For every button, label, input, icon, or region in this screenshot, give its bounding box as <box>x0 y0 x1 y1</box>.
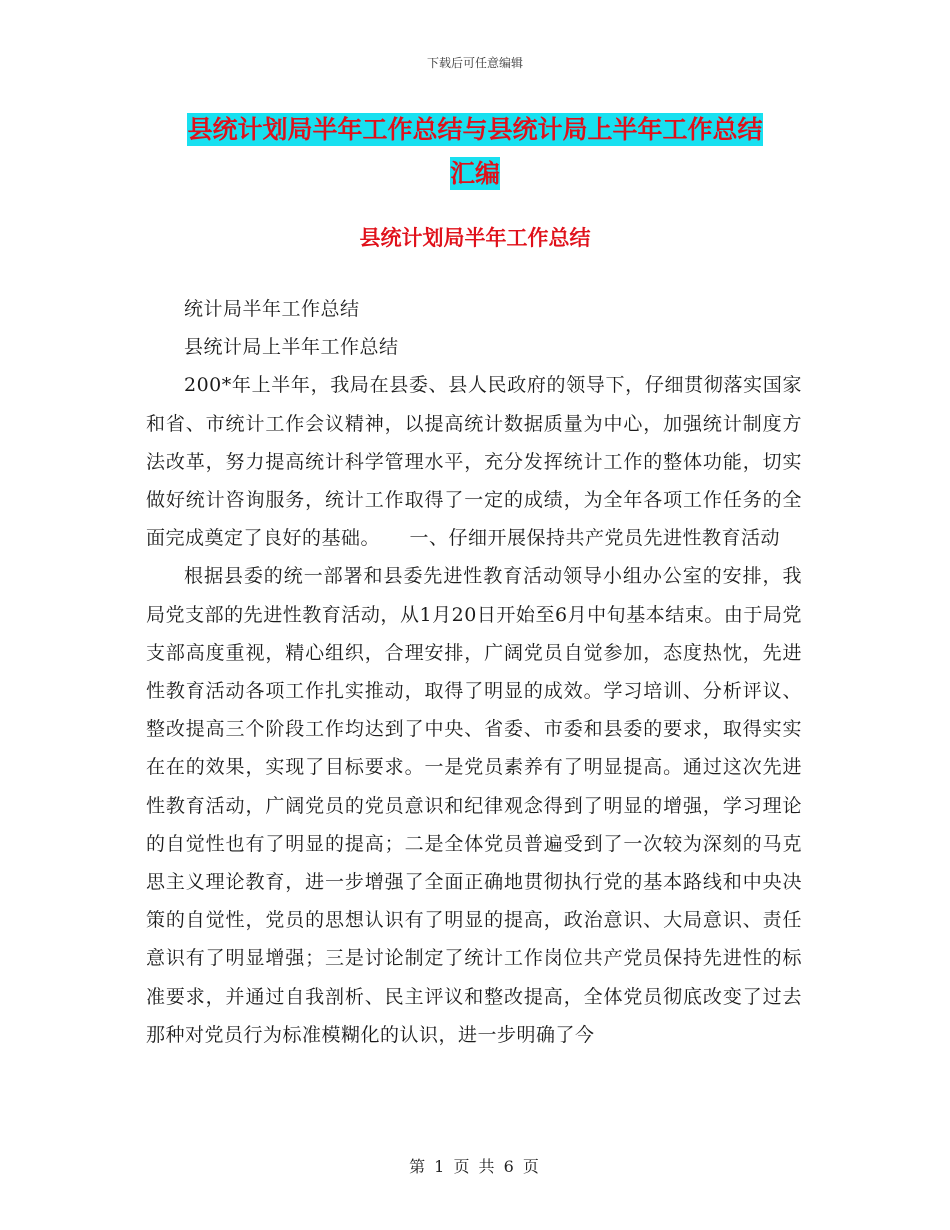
paragraph: 统计局半年工作总结 <box>184 298 360 320</box>
document-title <box>140 108 810 196</box>
paragraph: 200*年上半年，我局在县委、县人民政府的领导下，仔细贯彻落实国家和省、市统计工作会议精神，以提高统计数据质量为中心，加强统计制度方法改革，努力提高统计科学管理水平，充分发挥统计工作的整体功能，切实做好统计咨询服务，统计工作取得了一定的成绩，为全年各项工作任务的全面完成奠定了良好的基础。 一、仔细开展保持共产党员先进性教育活动 <box>146 374 802 550</box>
paragraph: 县统计局上半年工作总结 <box>184 336 399 359</box>
document-body <box>146 290 802 1054</box>
document-title-line-1: 县统计划局半年工作总结与县统计局上半年工作总结 <box>187 115 763 144</box>
section-title: 县统计划局半年工作总结 <box>359 226 591 250</box>
document-title-line-2: 汇编 <box>449 159 500 188</box>
page-footer: 第 1 页 共 6 页 <box>409 1157 541 1176</box>
paragraph: 根据县委的统一部署和县委先进性教育活动领导小组办公室的安排，我局党支部的先进性教育活动，从1月20日开始至6月中旬基本结束。由于局党支部高度重视，精心组织，合理安排，广阔党员自觉参加，态度热忱，先进性教育活动各项工作扎实推动，取得了明显的成效。学习培训、分析评议、整改提高三个阶段工作均达到了中央、省委、市委和县委的要求，取得实实在在的效果，实现了目标要求。一是党员素养有了明显提高。通过这次先进性教育活动，广阔党员的党员意识和纪律观念得到了明显的增强，学习理论的自觉性也有了明显的提高；二是全体党员普遍受到了一次较为深刻的马克思主义理论教育，进一步增强了全面正确地贯彻执行党的基本路线和中央决策的自觉性，党员的思想认识有了明显的提高，政治意识、大局意识、责任意识有了明显增强；三是讨论制定了统计工作岗位共产党员保持先进性的标准要求，并通过自我剖析、民主评议和整改提高，全体党员彻底改变了过去那种对党员行为标准模糊化的认识，进一步明确了今 <box>146 565 802 1046</box>
page-header-note: 下载后可任意编辑 <box>426 56 523 70</box>
